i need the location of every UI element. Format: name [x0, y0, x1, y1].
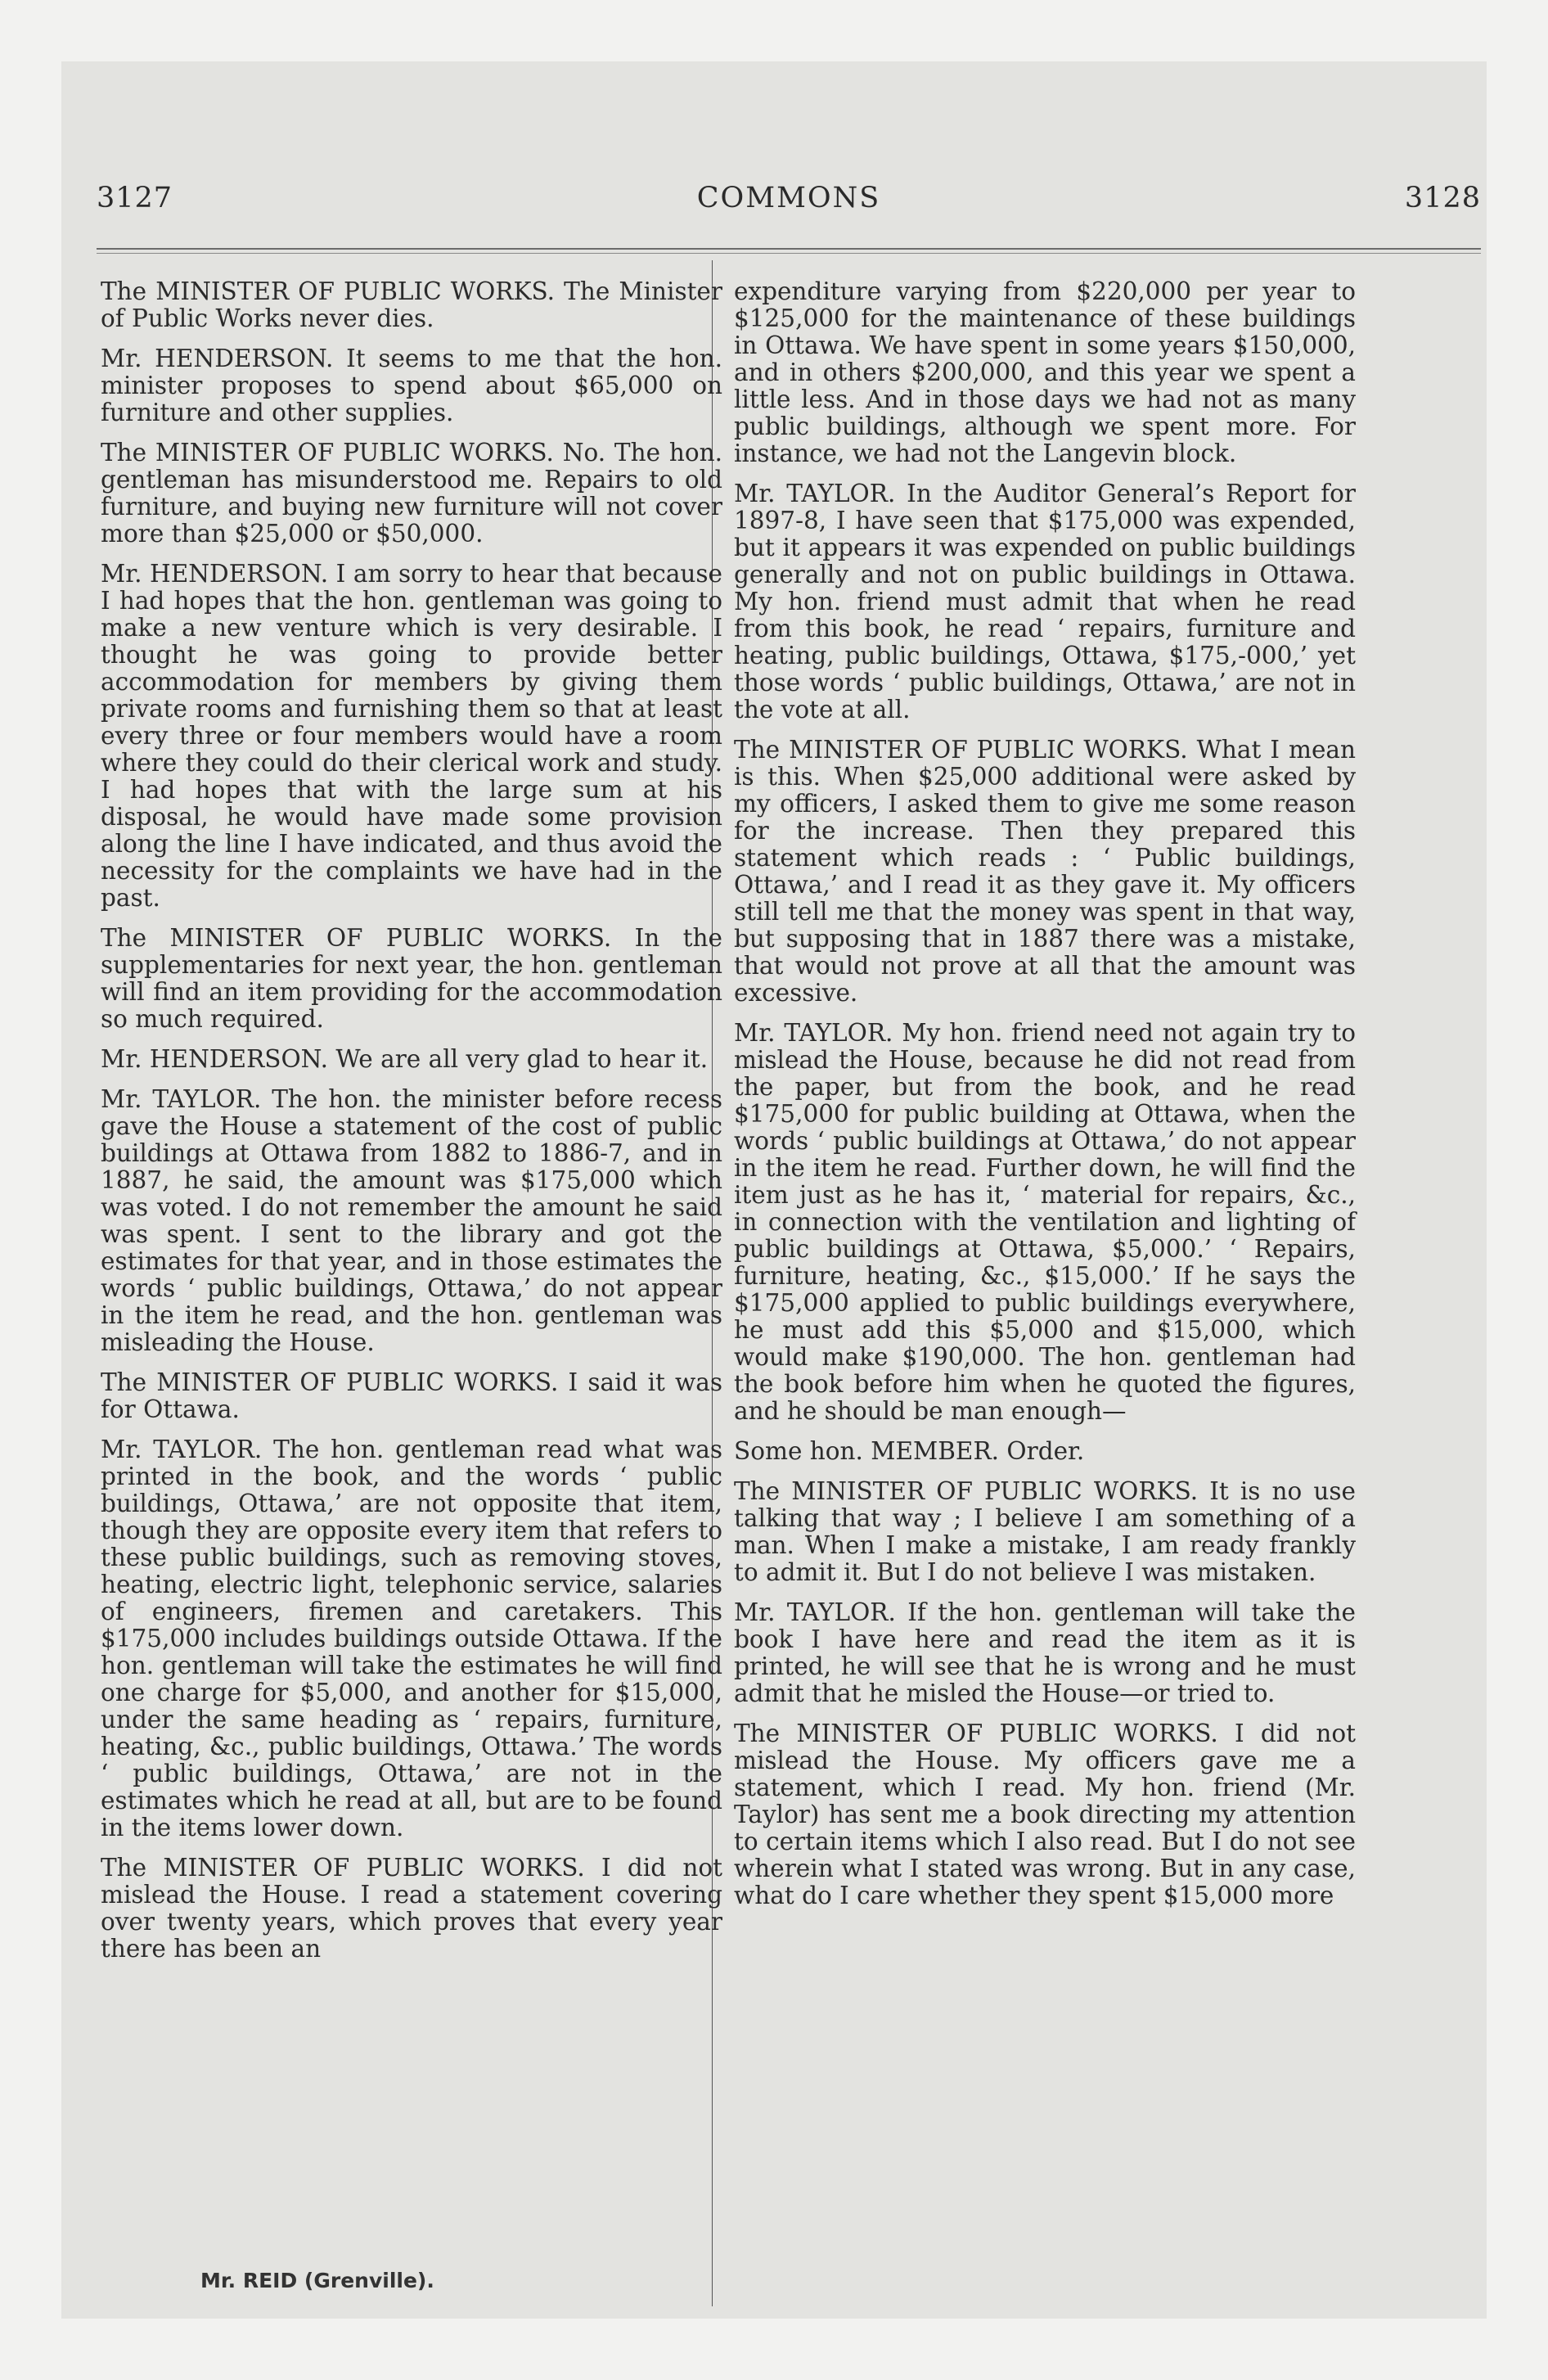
paragraph: Mr. TAYLOR. If the hon. gentleman will take the book I have here and read the item as it is printed, he will see that he is wrong and he must admit that he misled the House—or tried to.	[734, 1598, 1356, 1707]
paragraph: Some hon. MEMBER. Order.	[734, 1437, 1085, 1465]
paragraph: Mr. TAYLOR. My hon. friend need not again try to mislead the House, because he did not read from the paper, but from the book, and he read $175,000 for public building at Ottawa, when the words ‘ public buildings at Ottawa,’ do not appear in the item he read. Further down, he will find the item just as he has it, ‘ material for repairs, &c., in connection with the ventilation and lighting of public buildings at Ottawa, $5,000.’ ‘ Repairs, furniture, heating, &c., $15,000.’ If he says the $175,000 applied to public buildings everywhere, he must add this $5,000 and $15,000, which would make $190,000. The hon. gentleman had the book before him when he quoted the figures, and he should be man enough—	[734, 1019, 1356, 1425]
page-header	[97, 182, 1481, 231]
catchword: Mr. REID (Grenville).	[200, 2269, 434, 2292]
right-column	[734, 278, 1356, 1922]
paragraph: Mr. HENDERSON. We are all very glad to hear it.	[101, 1045, 709, 1073]
page-number-right: 3128	[1404, 182, 1481, 214]
paragraph: The MINISTER OF PUBLIC WORKS. It is no use talking that way ; I believe I am something of a man. When I make a mistake, I am ready frankly to admit it. But I do not believe I was mistaken.	[734, 1477, 1356, 1586]
left-column	[101, 278, 722, 1976]
paragraph: The MINISTER OF PUBLIC WORKS. The Minister of Public Works never dies.	[101, 277, 722, 332]
page-number-left: 3127	[97, 182, 173, 214]
header-rule	[97, 248, 1481, 254]
paragraph: The MINISTER OF PUBLIC WORKS. I said it was for Ottawa.	[101, 1368, 722, 1423]
page-title: COMMONS	[696, 182, 881, 214]
paragraph: Mr. HENDERSON. It seems to me that the hon. minister proposes to spend about $65,000 on furniture and other supplies.	[101, 345, 722, 426]
paragraph: The MINISTER OF PUBLIC WORKS. I did not mislead the House. I read a statement covering over twenty years, which proves that every year there has been an	[101, 1854, 722, 1963]
paragraph: Mr. TAYLOR. The hon. the minister before recess gave the House a statement of the cost of public buildings at Ottawa from 1882 to 1886-7, and in 1887, he said, the amount was $175,000 which was voted. I do not remember the amount he said was spent. I sent to the library and got the estimates for that year, and in those estimates the words ‘ public buildings, Ottawa,’ do not appear in the item he read, and the hon. gentleman was misleading the House.	[101, 1085, 722, 1356]
paragraph: The MINISTER OF PUBLIC WORKS. No. The hon. gentleman has misunderstood me. Repairs to old furniture, and buying new furniture will not cover more than $25,000 or $50,000.	[101, 439, 722, 548]
paragraph: expenditure varying from $220,000 per year to $125,000 for the maintenance of these buildings in Ottawa. We have spent in some years $150,000, and in others $200,000, and this year we spent a little less. And in those days we had not as many public buildings, although we spent more. For instance, we had not the Langevin block.	[734, 277, 1356, 467]
paragraph: The MINISTER OF PUBLIC WORKS. I did not mislead the House. My officers gave me a statement, which I read. My hon. friend (Mr. Taylor) has sent me a book directing my attention to certain items which I also read. But I do not see wherein what I stated was wrong. But in any case, what do I care whether they spent $15,000 more	[734, 1720, 1356, 1909]
paragraph: The MINISTER OF PUBLIC WORKS. In the supplementaries for next year, the hon. gentleman will find an item providing for the accommodation so much required.	[101, 924, 722, 1033]
paragraph: Mr. HENDERSON. I am sorry to hear that because I had hopes that the hon. gentleman was going to make a new venture which is very desirable. I thought he was going to provide better accommodation for members by giving them private rooms and furnishing them so that at least every three or four members would have a room where they could do their clerical work and study. I had hopes that with the large sum at his disposal, he would have made some provision along the line I have indicated, and thus avoid the necessity for the complaints we have had in the past.	[101, 560, 722, 912]
paragraph: Mr. TAYLOR. The hon. gentleman read what was printed in the book, and the words ‘ public buildings, Ottawa,’ are not opposite that item, though they are opposite every item that refers to these public buildings, such as removing stoves, heating, electric light, telephonic service, salaries of engineers, firemen and caretakers. This $175,000 includes buildings outside Ottawa. If the hon. gentleman will take the estimates he will find one charge for $5,000, and another for $15,000, under the same heading as ‘ repairs, furniture, heating, &c., public buildings, Ottawa.’ The words ‘ public buildings, Ottawa,’ are not in the estimates which he read at all, but are to be found in the items lower down.	[101, 1436, 722, 1841]
paragraph: The MINISTER OF PUBLIC WORKS. What I mean is this. When $25,000 additional were asked by my officers, I asked them to give me some reason for the increase. Then they prepared this statement which reads : ‘ Public buildings, Ottawa,’ and I read it as they gave it. My officers still tell me that the money was spent in that way, but supposing that in 1887 there was a mistake, that would not prove at all that the amount was excessive.	[734, 736, 1356, 1007]
paragraph: Mr. TAYLOR. In the Auditor General’s Report for 1897-8, I have seen that $175,000 was expended, but it appears it was expended on public buildings generally and not on public buildings in Ottawa. My hon. friend must admit that when he read from this book, he read ‘ repairs, furniture and heating, public buildings, Ottawa, $175,-000,’ yet those words ‘ public buildings, Ottawa,’ are not in the vote at all.	[734, 480, 1356, 723]
